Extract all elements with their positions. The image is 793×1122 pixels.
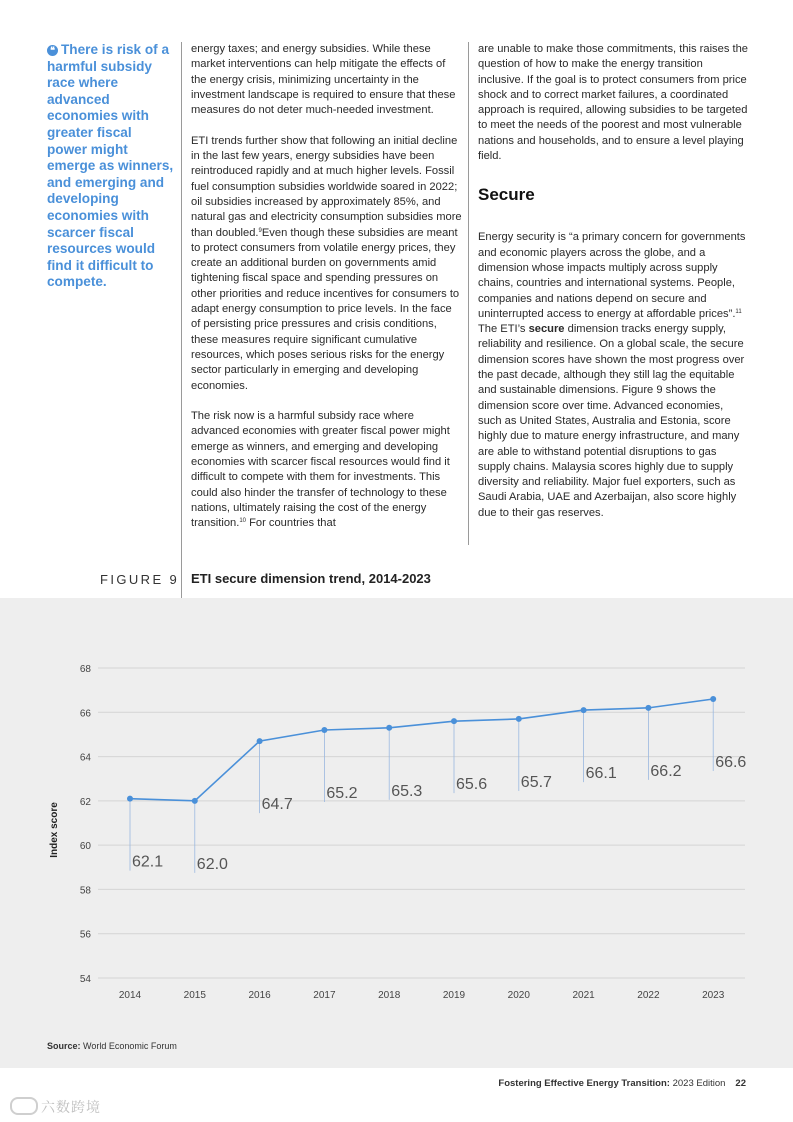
- figure-label: FIGURE 9: [100, 572, 180, 587]
- data-label: 65.2: [326, 785, 358, 802]
- x-tick-label: 2015: [183, 990, 206, 1001]
- data-label: 66.6: [715, 754, 747, 771]
- pull-quote: [47, 42, 175, 291]
- y-tick-label: 62: [79, 796, 91, 808]
- y-tick-label: 66: [79, 708, 91, 720]
- y-tick-label: 64: [79, 752, 91, 764]
- x-tick-label: 2018: [378, 990, 401, 1001]
- data-point: [451, 718, 457, 724]
- footer-title: Fostering Effective Energy Transition:: [498, 1078, 670, 1089]
- x-tick-label: 2016: [248, 990, 271, 1001]
- data-point: [710, 696, 716, 702]
- data-point: [321, 727, 327, 733]
- x-tick-label: 2023: [702, 990, 725, 1001]
- data-label: 62.1: [132, 853, 164, 871]
- data-label: 66.2: [650, 762, 682, 780]
- section-heading: Secure: [478, 185, 535, 205]
- footer-edition: 2023 Edition: [672, 1078, 726, 1089]
- paragraph: ETI trends further show that following an initial decline in the last few years, energy subsidies have been reintroduced rapidly and at much higher levels. Fossil fuel consumption subsidies worldwide soared in 2022; oil subsidies increased by approximately 85%, and natural gas and electricity consumption subsidies more than doubled.$^9$Even though these subsidies are meant to protect consumers from volatile energy prices, they create an additional burden on governments amid tightening fiscal space and spending pressures on other priorities and reduce incentives for consumers to adapt energy consumption to price levels. In the face of persisting price pressures and crisis conditions, these measures require significant cumulative resources, which poses serious risks for the energy sector particularly in emerging and developing economies.: [191, 134, 462, 392]
- column-divider-right: [468, 42, 469, 545]
- data-label: 65.6: [456, 776, 488, 794]
- data-label: 65.7: [520, 773, 552, 791]
- watermark: 六数跨境: [10, 1097, 101, 1117]
- data-point: [645, 705, 651, 711]
- figure-title: ETI secure dimension trend, 2014-2023: [191, 571, 431, 586]
- footnote-ref[interactable]: 11: [735, 308, 742, 315]
- y-tick-label: 58: [79, 885, 91, 897]
- page-number: 22: [735, 1078, 746, 1089]
- line-chart: [0, 598, 793, 1068]
- data-point: [581, 707, 587, 713]
- data-label: 64.7: [261, 796, 293, 814]
- paragraph: The risk now is a harmful subsidy race where advanced economies with greater fiscal power might emerge as winners, and emerging and developing economies with scarcer fiscal resources would find it difficult to compete with them for investments. This could also hinder the transfer of technology to these nations, ultimately raising the cost of the energy transition.$^{10}$ For countries that: [191, 410, 450, 530]
- y-tick-label: 54: [79, 974, 91, 985]
- body-column-right: [478, 42, 748, 536]
- data-label: 66.1: [585, 765, 617, 783]
- x-tick-label: 2017: [313, 990, 336, 1001]
- y-tick-label: 68: [79, 664, 91, 675]
- x-tick-label: 2021: [572, 990, 595, 1001]
- data-label: 65.3: [391, 782, 423, 800]
- data-point: [386, 725, 392, 731]
- data-point: [257, 738, 263, 744]
- body-column-middle: [191, 42, 463, 547]
- y-tick-label: 60: [79, 841, 91, 853]
- x-tick-label: 2019: [442, 990, 466, 1001]
- watermark-logo-icon: [10, 1097, 38, 1115]
- x-tick-label: 2022: [637, 990, 660, 1001]
- y-axis-label: Index score: [49, 802, 60, 858]
- quote-icon: ❝: [47, 45, 58, 56]
- x-tick-label: 2020: [507, 990, 530, 1001]
- page-footer: [498, 1078, 746, 1089]
- paragraph: are unable to make those commitments, this raises the question of how to make the energy transition inclusive. If the goal is to protect consumers from price shock and to correct market failures, a coordinated approach is required, allowing subsidies to be targeted to meet the needs of the poorest and most vulnerable nations and households, and to ensure a level playing field.: [478, 43, 748, 163]
- column-divider-left: [181, 42, 182, 598]
- pull-quote-text: There is risk of a harmful subsidy race where advanced economies with greater fiscal power might emerge as winners, and emerging and developing economies with scarcer fiscal resources would find it difficult to compete.: [47, 42, 174, 290]
- bold-term: secure: [528, 323, 565, 336]
- data-point: [127, 796, 133, 802]
- footnote-ref[interactable]: 9: [258, 227, 262, 234]
- data-point: [516, 716, 522, 722]
- y-tick-label: 56: [79, 929, 91, 941]
- paragraph: energy taxes; and energy subsidies. While these market interventions can help mitigate the effects of the energy crisis, minimizing uncertainty in the investment landscape is required to ensure that these measures do not deter much-needed investment.: [191, 43, 456, 117]
- data-label: 62.0: [196, 855, 228, 873]
- data-point: [192, 798, 198, 804]
- paragraph: Energy security is “a primary concern for governments and economic players across the globe, and a dimension whose impacts multiply across supply chains, countries and international systems. People, companies and nations depend on secure and uninterrupted access to energy at affordable prices”.$^{11}$ The ETI’s secure dimension tracks energy supply, reliability and resilience. On a global scale, the secure dimension scores have shown the most progress over the past decade, although they still lag the equitable and sustainable dimensions. Figure 9 shows the dimension score over time. Advanced economies, such as United States, Australia and Estonia, score highly due to mature energy infrastructure, and many are able to withstand potential disruptions to gas supply chains. Malaysia scores highly due to supply diversity and reliability. Major fuel exporters, such as Saudi Arabia, UAE and Azerbaijan, also score highly due to their gas reserves.: [478, 231, 746, 519]
- source-note: Source: World Economic Forum: [47, 1041, 177, 1051]
- x-tick-label: 2014: [118, 990, 142, 1001]
- footnote-ref[interactable]: 10: [239, 518, 246, 525]
